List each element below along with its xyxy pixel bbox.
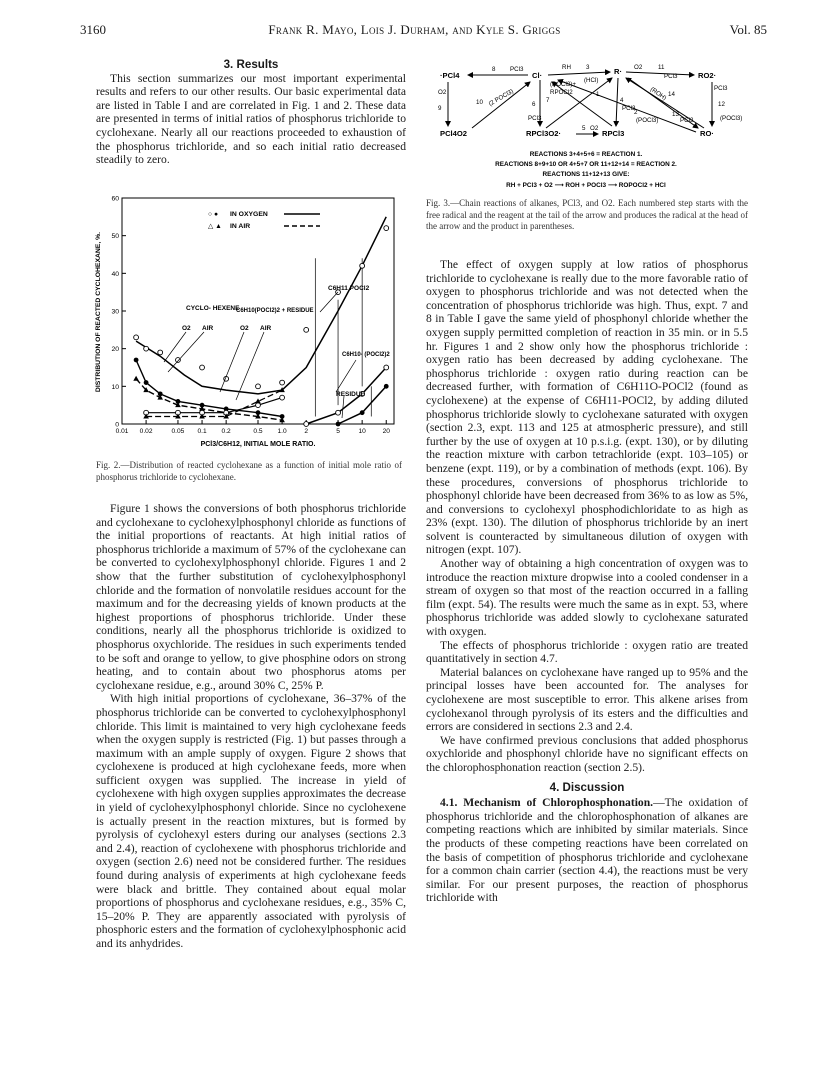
paragraph: The effects of phosphorus trichloride : oxygen ratio are treated quantitatively in section 4.7. [426,638,748,666]
figure-2-caption: Fig. 2.—Distribution of reacted cyclohexane as a function of initial mole ratio of phosphorus trichloride to cyclohexane. [96,460,402,482]
data-point [133,376,139,381]
left-column-body [96,502,406,951]
x-tick-label: 0.01 [115,428,129,435]
x-tick-label: 5 [336,428,340,435]
label-pocl3-7: (POCl3)+ [550,81,576,88]
data-point [384,365,389,370]
data-point [134,335,139,340]
label-rh: RH [562,64,571,71]
node-cl: Cl· [532,71,543,80]
data-point [134,358,139,363]
label-pocl3-10: (2 POCl3) [487,87,515,108]
label-4: 4 [620,97,624,104]
label-pcl3-top: PCl3 [510,66,524,73]
y-tick-label: 40 [111,270,119,278]
annotation-o2-b: O2 [240,325,249,332]
y-tick-label: 50 [111,233,119,241]
annotation-c6h10: C6H10- (POCl2)2 [342,352,390,358]
figure-2 [88,192,406,454]
data-point [280,395,285,400]
x-tick-label: 0.2 [221,428,231,435]
label-8: 8 [492,66,496,73]
label-pcl3-11: PCl3 [664,73,678,80]
label-14: 14 [668,91,675,98]
data-point [256,403,261,408]
section-heading-results: 3. Results [223,58,279,71]
label-pcl3-13: PCl3 [680,117,694,124]
data-point [256,384,261,389]
data-point [360,410,365,415]
right-column-body [426,258,748,905]
label-pocl3-12: (POCl3) [720,115,742,122]
label-11: 11 [658,64,665,71]
label-roh: (ROH) [648,85,668,102]
label-o2-left: O2 [438,89,447,96]
figure-3-caption: Fig. 3.—Chain reactions of alkanes, PCl3, and O2. Each numbered step starts with the free radical and the reagent at the tail of the arrow and produces the radical at the head of the arrow and the product in parentheses. [426,198,748,231]
series-line [136,217,386,394]
label-o2-5: O2 [590,125,599,132]
annotation-o2-a: O2 [182,325,191,332]
legend-label-air: IN AIR [230,223,251,230]
label-pcl3-4: PCl3 [622,105,636,112]
reaction-equations [495,151,677,189]
label-1: 1 [596,91,600,98]
node-r: R· [614,67,623,76]
label-10: 10 [476,99,483,106]
paragraph: We have confirmed previous conclusions that added phosphorus oxychloride and phosphonyl chloride have no significant effects on the chlorophosphonation reaction (section 2.5). [426,733,748,774]
series-line [136,360,282,417]
y-axis-label: DISTRIBUTION OF REACTED CYCLOHEXANE, %. [95,231,102,393]
data-point [384,226,389,231]
x-tick-label: 2 [304,428,309,435]
running-authors: Frank R. Mayo, Lois J. Durham, and Kyle S. Griggs [268,22,561,37]
legend-symbols-air: △ ▲ [208,223,222,230]
figure-3-scheme [436,56,742,194]
x-tick-label: 0.05 [171,428,185,435]
volume-label: Vol. 85 [729,22,767,37]
equation-1: REACTIONS 3+4+5+6 = REACTION 1. [529,151,643,158]
subsection-title: 4.1. Mechanism of Chlorophosphonation. [440,796,654,810]
label-9: 9 [438,105,442,112]
running-header [0,22,829,42]
paragraph-4-1 [426,796,748,905]
equation-3: REACTIONS 11+12+13 GIVE: [542,171,630,178]
node-rpcl3: RPCl3 [602,129,625,138]
y-tick-label: 0 [115,421,119,429]
subsection-text: —The oxidation of phosphorus trichloride and the chlorophosphonation of alkanes are competing reactions which are inhibited by similar materials. Since the products of these competing reactions have been correlated on the basis of competition of phosphorus trichloride and cyclohexane for a common chain carrier (section 4.4), the reactions must be very similar. For our present purposes, the reaction of phosphorus trichloride with [426,796,748,905]
node-rpcl3o2: RPCl3O2· [526,129,562,138]
node-pcl4o2: PCl4O2 [440,129,468,138]
label-3: 3 [586,64,590,71]
figure-2-chart [88,192,406,454]
x-tick-label: 0.5 [253,428,263,435]
node-pcl4: ·PCl4 [440,71,460,80]
data-point [144,346,149,351]
figure-3 [436,56,742,194]
x-tick-label: 1.0 [277,428,287,435]
y-tick-label: 20 [111,346,119,354]
data-point [336,410,341,415]
label-hcl: (HCl) [584,77,599,84]
node-ro2: RO2· [698,71,717,80]
y-tick-label: 60 [111,195,119,203]
data-point [200,365,205,370]
annotation-c6h11pocl2: C6H11 POCl2 [328,285,370,292]
label-12: 12 [718,101,725,108]
paragraph: The effect of oxygen supply at low ratios of phosphorus trichloride to cyclohexane is really due to the more favorable ratio of oxygen to phosphorus trichloride and was not detected when the concentration of phosphorus trichloride was high. Thus, expt. 7 and 8 in Table I gave the same yield of phosphonyl chloride whether the oxygen supply permitted completion of reaction in 35 min. or in 5.5 hr. Figures 1 and 2 show only how the phosphorus trichloride : oxygen ratio has been decreased by adding cyclohexane. The phosphorus trichloride : oxygen ratio during reaction can be decreased further, with formation of C6H11O-POCl2 (found as cyclohexene) at the expense of C6H11-POCl2, by adding diluted phosphorus trichloride slowly to cyclohexane saturated with oxygen (section 2.3, expt. 113 and 125 at atmospheric pressure), and still further by the use of oxygen at 10 p.s.i.g. (expt. 130), or by diluting the reaction mixture with carbon tetrachloride (expt. 103–105) or benzene (expt. 119), or by a combination of methods (expt. 106). By these procedures, conversions of phosphorus trichloride to phosphonyl chloride have been decreased from 36% to as low as 5%, and conversions to cyclohexyl phosphodichloridate to as high as 23% (expt. 130). The dilution of phosphorus trichloride by an inert solvent is counteracted by simultaneous dilution of oxygen with nitrogen (expt. 107). [426,258,748,557]
data-point [158,350,163,355]
label-2: 2 [634,109,638,116]
label-5: 5 [582,125,586,132]
paragraph: With high initial proportions of cyclohexane, 36–37% of the phosphorus trichloride can be converted to cyclohexylphosphonyl chloride. This limit is maintained to very high cyclohexane feeds when the oxygen supply is restricted (Fig. 1) but passes through a maximum with an ample supply of oxygen. Figure 2 shows that cyclohexene is produced at high cyclohexane feeds, more when sufficient oxygen was supplied. The increase in yield of cyclohexene with high oxygen supplies approximates the decrease in yield of cyclohexylphosphonyl chloride. Since no cyclohexene is actually present in the reaction mixtures, but is formed by pyrolysis of cyclohexyl esters during our analyses (sections 2.3 and 2.4), reaction of cyclohexene with phosphorus trichloride and oxygen (section 2.6) need not be considered further. The residues found during analysis of experiments at high cyclohexane feeds were black and brittle. They contained about equal molar proportions of phosphorus and cyclohexane residues, e.g., 35% C, 15–20% P. They are apparently associated with pyrolysis of phosphoric esters and the formation of cyclohexylphosphonic acid and its anhydrides. [96,692,406,950]
paragraph: Figure 1 shows the conversions of both phosphorus trichloride and cyclohexane to cyclohexylphosphonyl chloride as functions of the initial proportions of reactants. At high initial ratios of phosphorus trichloride a maximum of 57% of the cyclohexane can be converted to cyclohexylphosphonyl chloride. Figures 1 and 2 show that the further substitution of cyclohexylphosphonyl chloride and the formation of nonvolatile residues account for the maximum and for the decreasing yields of known products at the highest proportions of phosphorus trichloride. Under these conditions, nearly all the phosphorus trichloride is oxidized to phosphorus oxychloride. The residues in such experiments tended to be soft and orange to yellow, to give phosphine odors on strong heating, and to contain about two phosphorus atoms per cyclohexane residue, e.g., around 30% C, 25% P. [96,502,406,692]
legend-label-oxygen: IN OXYGEN [230,211,268,218]
data-point [360,263,365,268]
section-heading-discussion: 4. Discussion [549,780,625,794]
left-column-top [96,58,406,167]
page-number: 3160 [80,22,106,37]
annotation-air-a: AIR [202,325,214,332]
label-13: 13 [672,111,679,118]
x-tick-label: 0.02 [139,428,153,435]
data-point [144,380,149,385]
label-7: 7 [546,97,550,104]
paragraph: Material balances on cyclohexane have ranged up to 95% and the principal losses have been accounted for. The analyses for cyclohexene are most susceptible to error. This alkene arises from cyclohexanol through pyrolysis of its esters and the difficulties and errors are considered in sections 2.3 and 2.4. [426,665,748,734]
chart-annotations [182,285,390,398]
y-axis [111,196,126,429]
edge-labels [438,64,742,132]
x-tick-label: 0.1 [197,428,207,435]
data-point [384,384,389,389]
y-tick-label: 30 [111,308,119,316]
annotation-bis: C6H10(POCl2)2 + RESIDUE [236,308,314,314]
label-o2-top: O2 [634,64,643,71]
x-axis [116,420,391,435]
y-tick-label: 10 [111,383,119,391]
x-axis-label: PCl3/C6H12, INITIAL MOLE RATIO. [200,441,316,448]
annotation-air-b: AIR [260,325,272,332]
equation-4: RH + PCl3 + O2 ⟶ ROH + POCl3 ⟶ ROPOCl2 + HCl [506,182,666,189]
label-rpocl2: RPOCl2 [550,89,573,96]
equation-2: REACTIONS 8+9+10 OR 4+5+7 OR 11+12+14 = REACTION 2. [495,161,677,168]
data-point [280,380,285,385]
annotation-residue: RESIDUE [336,391,365,398]
data-point [304,422,309,427]
legend [208,211,320,230]
legend-symbols-oxygen: ○ ● [208,211,219,218]
x-tick-label: 20 [382,428,390,435]
data-point [336,422,341,427]
paragraph: Another way of obtaining a high concentration of oxygen was to introduce the reaction mixture dropwise into a cooled condenser in a stream of oxygen so that most of the reaction occurred in a falling film (expt. 54). The results were much the same as in expt. 53, where phosphorus trichloride was added slowly to cyclohexane saturated with oxygen. [426,557,748,639]
paragraph: This section summarizes our most important experimental results and refers to our other results. Our basic experimental data are listed in Table I and are correlated in Fig. 1 and 2. These data are presented in terms of initial ratios of phosphorus trichloride to cyclohexane. Nearly all our reactions proceeded to exhaustion of the phosphorus trichloride, and so each initial ratio decreased steadily to zero. [96,71,406,167]
data-point [304,327,309,332]
label-pocl3-2: (POCl3) [636,117,659,124]
annotation-cyclohexene: CYCLO- HEXENE [186,305,240,312]
label-pcl3-6: PCl3 [528,115,542,122]
node-ro: RO· [700,129,714,138]
data-point [176,358,181,363]
x-tick-label: 10 [358,428,366,435]
label-pcl3-12: PCl3 [714,85,728,92]
label-6: 6 [532,101,536,108]
